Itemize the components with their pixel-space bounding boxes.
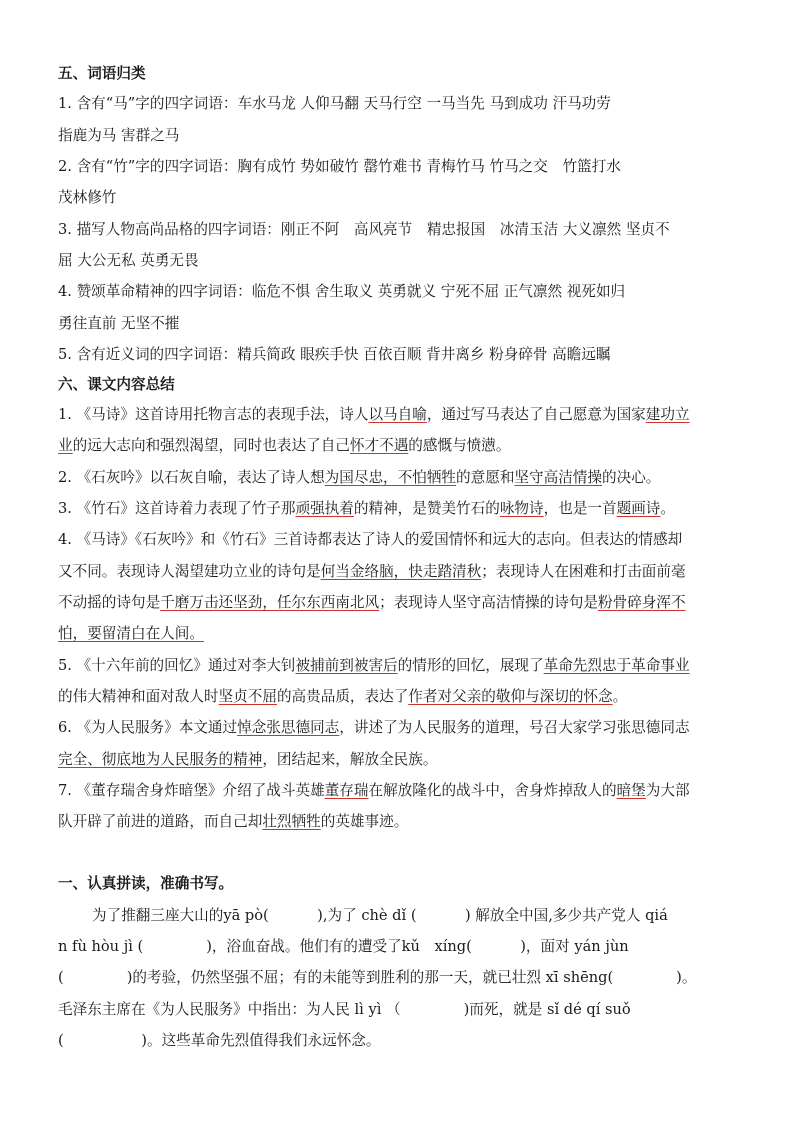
underlined-keyword: 为国尽忠，不怕牺牲 [324,469,457,486]
text-run: ，也是一首 [543,500,617,517]
part1-line2: n fù hòu jì ( )，浴血奋战。他们有的遭受了kǔ xíng( )，面对 yán jùn [58,938,629,955]
text-run: 3. 《竹石》这首诗着力表现了竹子那 [58,500,296,517]
underlined-keyword: 咏物诗 [499,500,544,517]
sec6-p7-line1 [58,781,690,801]
sec6-p4-line3 [58,593,686,613]
section-5-title: 五、词语归类 [58,65,146,82]
underlined-keyword: 完全、彻底地为人民服务的精神 [58,751,263,768]
part1-line1: 为了推翻三座大山的yā pò( ),为了 chè dǐ ( ) 解放全中国,多少共产党人 qiá [92,907,668,924]
underlined-keyword: 壮烈牺牲 [262,813,321,830]
text-run: 的意愿和 [456,469,515,486]
part-1-title: 一、认真拼读，准确书写。 [58,875,234,892]
sec5-item1-line1: 1. 含有“马”字的四字词语：车水马龙 人仰马翻 天马行空 一马当先 马到成功 汗马功劳 [58,95,611,112]
sec5-item2-line2: 茂林修竹 [58,189,117,206]
text-run: 的伟大精神和面对敌人时 [58,688,219,705]
underlined-keyword: 作者对父亲的敬仰与深切的怀念 [408,688,613,705]
section-6-title: 六、课文内容总结 [58,376,175,393]
sec6-p6-line2 [58,750,437,770]
text-run: ，讲述了为人民服务的道理，号召大家学习张思德同志 [339,719,690,736]
text-run: 6. 《为人民服务》本文通过 [58,719,238,736]
text-run: 的高贵品质，表达了 [276,688,409,705]
underlined-keyword: 建功立 [645,406,690,423]
underlined-keyword: 坚守高洁情操 [514,469,602,486]
text-run: 1. 《马诗》这首诗用托物言志的表现手法，诗人 [58,406,369,423]
text-run: 5. 《十六年前的回忆》通过对李大钊 [58,657,296,674]
sec6-p6-line1 [58,718,690,738]
underlined-keyword: 坚贞不屈 [218,688,277,705]
underlined-keyword: 千磨万击还坚劲，任尔东西南北风 [160,594,380,611]
underlined-keyword: 业 [58,437,73,454]
text-run: 的情形的回忆，展现了 [397,657,544,674]
text-run: 为大部 [645,782,690,799]
sec5-item4-line2: 勇往直前 无坚不摧 [58,315,180,332]
text-run: 不动摇的诗句是 [58,594,161,611]
sec6-p3 [58,499,675,519]
text-run: 又不同。表现诗人渴望建功立业的诗句是 [58,563,321,580]
text-run: 的英雄事迹。 [320,813,409,830]
text-run: 。 [612,688,628,705]
underlined-keyword: 怕，要留清白在人间。 [58,625,204,642]
part1-line4: 毛泽东主席在《为人民服务》中指出：为人民 lì yì （ )而死，就是 sǐ dé qí suǒ [58,1001,631,1018]
sec6-p7-line2 [58,812,408,832]
sec6-p4-line4 [58,624,204,644]
underlined-keyword: 悼念张思德同志 [237,719,340,736]
underlined-keyword: 题画诗 [616,500,661,517]
text-run: 的远大志向和强烈渴望，同时也表达了自己 [72,437,350,454]
underlined-keyword: 粉骨碎身浑不 [598,594,686,611]
sec6-p5-line2 [58,687,627,707]
text-run: 的感慨与愤懑。 [408,437,511,454]
text-run: ，通过写马表达了自己愿意为国家 [426,406,646,423]
text-run: ；表现诗人坚守高洁情操的诗句是 [379,594,599,611]
underlined-keyword: 顽强执着 [295,500,354,517]
text-run: ，团结起来，解放全民族。 [262,751,438,768]
text-run: ；表现诗人在困难和打击面前毫 [481,563,686,580]
underlined-keyword: 被捕前到被害后 [295,657,398,674]
underlined-keyword: 暗堡 [616,782,646,799]
text-run: 的决心。 [602,469,661,486]
part1-line3: ( )的考验，仍然坚强不屈；有的未能等到胜利的那一天，就已壮烈 xī shēng( )。 [58,969,697,986]
sec5-item3-line1: 3. 描写人物高尚品格的四字词语：刚正不阿 高风亮节 精忠报国 冰清玉洁 大义凛然 坚贞不 [58,221,670,238]
sec5-item4-line1: 4. 赞颂革命精神的四字词语：临危不惧 舍生取义 英勇就义 宁死不屈 正气凛然 视死如归 [58,283,626,300]
underlined-keyword: 董存瑞 [324,782,369,799]
text-run: 。 [660,500,676,517]
part1-line5: ( )。这些革命先烈值得我们永远怀念。 [58,1032,381,1049]
text-run: 7. 《董存瑞舍身炸暗堡》介绍了战斗英雄 [58,782,325,799]
text-run: 在解放隆化的战斗中，舍身炸掉敌人的 [368,782,617,799]
underlined-keyword: 以马自喻 [368,406,427,423]
sec5-item1-line2: 指鹿为马 害群之马 [58,127,180,144]
sec5-item3-line2: 屈 大公无私 英勇无畏 [58,252,199,269]
sec5-item2-line1: 2. 含有“竹”字的四字词语：胸有成竹 势如破竹 罄竹难书 青梅竹马 竹马之交 竹篮打水 [58,158,621,175]
sec6-p1-line1 [58,405,690,425]
sec5-item5-line1: 5. 含有近义词的四字词语：精兵简政 眼疾手快 百依百顺 背井离乡 粉身碎骨 高瞻远瞩 [58,346,611,363]
underlined-keyword: 怀才不遇 [349,437,409,454]
underlined-keyword: 革命先烈忠于革命事业 [543,657,690,674]
sec6-p5-line1 [58,656,690,676]
sec6-p2 [58,468,660,488]
sec6-p4-line1: 4. 《马诗》《石灰吟》和《竹石》三首诗都表达了诗人的爱国情怀和远大的志向。但表达的情感却 [58,531,683,548]
sec6-p1-line2 [58,436,510,456]
text-run: 队开辟了前进的道路，而自己却 [58,813,263,830]
text-run: 2. 《石灰吟》以石灰自喻，表达了诗人想 [58,469,325,486]
sec6-p4-line2 [58,562,686,582]
text-run: 的精神，是赞美竹石的 [353,500,500,517]
underlined-keyword: 何当金络脑，快走踏清秋 [320,563,482,580]
